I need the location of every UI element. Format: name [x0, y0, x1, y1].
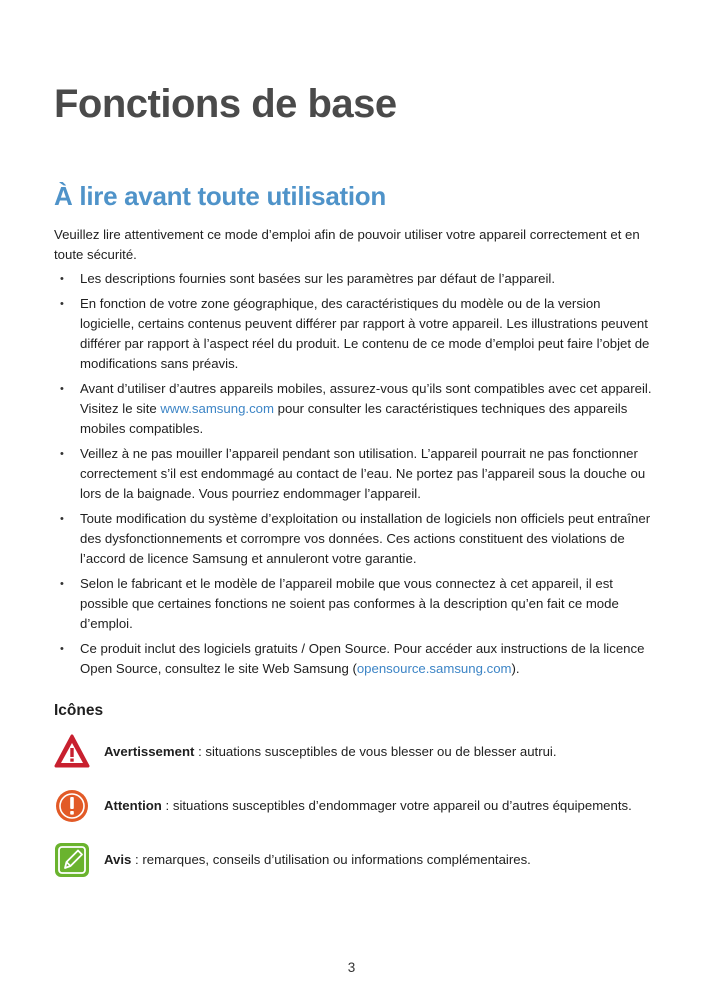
list-item: • En fonction de votre zone géographique, des caractéristiques du modèle ou de la version logicielle, certains contenus peuvent différer par rapport à votre appareil. Les illustrations peuvent différer par rapport à l’aspect réel du produit. Le contenu de ce mode d’emploi peut faire l’objet de modifications sans préavis.: [60, 296, 650, 371]
bullet-dot: •: [60, 383, 64, 395]
bullet-dot: •: [60, 578, 64, 590]
icon-legend-warning: [54, 734, 674, 770]
list-item: • Selon le fabricant et le modèle de l’appareil mobile que vous connectez à cet appareil, il est possible que certaines fonctions ne soient pas conformes à la description qu’en fait ce mode d’emploi.: [60, 576, 619, 631]
page-number: 3: [347, 960, 356, 975]
legend-desc: : situations susceptibles de vous blesser ou de blesser autrui.: [194, 744, 557, 759]
bullet-list: [54, 269, 654, 684]
warning-triangle-icon: [54, 734, 90, 770]
legend-label: Avertissement: [104, 744, 195, 759]
icon-legend-caution: [54, 788, 674, 824]
legend-desc: : remarques, conseils d’utilisation ou informations complémentaires.: [131, 852, 531, 867]
icons-heading: Icônes: [54, 702, 104, 719]
section-title: À lire avant toute utilisation: [54, 181, 386, 211]
bullet-dot: •: [60, 448, 64, 460]
legend-label: Avis: [104, 852, 132, 867]
bullet-dot: •: [60, 513, 64, 525]
note-pencil-icon: [54, 842, 90, 878]
bullet-dot: •: [60, 298, 64, 310]
list-item: • Ce produit inclut des logiciels gratuits / Open Source. Pour accéder aux instructions de la licence Open Source, consultez le site Web Samsung (opensource.samsung.com).: [60, 641, 645, 676]
list-item: • Avant d’utiliser d’autres appareils mobiles, assurez-vous qu’ils sont compatibles avec cet appareil. Visitez le site www.samsung.com pour consulter les caractéristiques techniques des appareils mobiles compatibles.: [60, 381, 652, 436]
icon-legend-note: [54, 842, 674, 878]
list-item: • Veillez à ne pas mouiller l’appareil pendant son utilisation. L’appareil pourrait ne pas fonctionner correctement s’il est endommagé au contact de l’eau. Ne portez pas l’appareil sous la douche ou lors de la baignade. Vous pourriez endommager l’appareil.: [60, 446, 646, 501]
caution-circle-icon: [54, 788, 90, 824]
list-item: • Les descriptions fournies sont basées sur les paramètres par défaut de l’appareil.: [54, 269, 654, 289]
intro-paragraph: Veuillez lire attentivement ce mode d’emploi afin de pouvoir utiliser votre appareil correctement et en toute sécurité.: [54, 227, 640, 262]
page-title: Fonctions de base: [54, 82, 397, 126]
bullet-dot: •: [60, 643, 64, 655]
bullet-dot: •: [60, 273, 64, 285]
list-item: • Toute modification du système d’exploitation ou installation de logiciels non officiels peut entraîner des dysfonctionnements et corrompre vos données. Ces actions constituent des violations de l’accord de licence Samsung et annuleront votre garantie.: [60, 511, 651, 566]
legend-desc: : situations susceptibles d’endommager votre appareil ou d’autres équipements.: [161, 798, 632, 813]
samsung-link[interactable]: www.samsung.com: [160, 401, 274, 416]
legend-label: Attention: [104, 798, 162, 813]
opensource-link[interactable]: opensource.samsung.com: [356, 661, 512, 676]
